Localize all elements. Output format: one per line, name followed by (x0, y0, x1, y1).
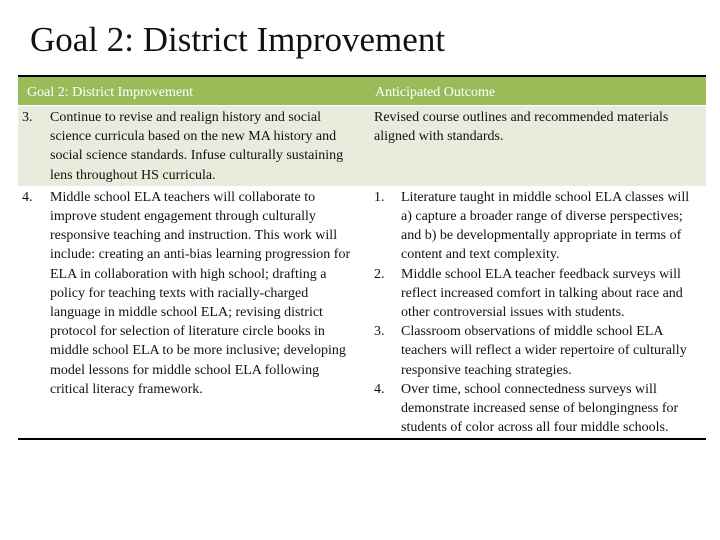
table-row (18, 186, 706, 440)
column-header-goal: Goal 2: District Improvement (18, 76, 365, 106)
outcome-cell (365, 106, 706, 186)
goal-number: 4. (22, 189, 33, 205)
outcome-number: 1. (374, 189, 385, 205)
goal-item (22, 108, 361, 185)
outcome-text: Over time, school connectedness surveys will demonstrate increased sense of belongingness for students of color across all four middle schools. (401, 381, 679, 436)
goal-cell (18, 106, 365, 186)
outcome-text: Middle school ELA teacher feedback surveys will reflect increased comfort in talking about race and other controversial issues with students. (401, 266, 683, 321)
outcome-number: 2. (374, 266, 385, 282)
outcome-item (374, 265, 702, 323)
table-header-row (18, 76, 706, 106)
column-header-outcome: Anticipated Outcome (365, 76, 706, 106)
goal-table (18, 75, 706, 440)
goal-item (22, 188, 361, 399)
outcome-list (374, 188, 702, 438)
outcome-item (374, 380, 702, 438)
goal-cell (18, 186, 365, 440)
goal-text: Middle school ELA teachers will collaborate to improve student engagement through culturally responsive teaching and instruction. This work will include: creating an anti-bias learning progression for ELA in collaboration with high school; drafting a policy for teaching texts with racially-charged language in middle school ELA; revising district protocol for selection of literature circle books in middle school ELA to be more inclusive; developing model lessons for middle school ELA following critical literacy framework. (50, 189, 351, 397)
outcome-item (374, 322, 702, 380)
outcome-number: 4. (374, 381, 385, 397)
outcome-text: Literature taught in middle school ELA classes will a) capture a broader range of diverse perspectives; and b) be developmentally appropriate in terms of content and text complexity. (401, 189, 690, 263)
page-title: Goal 2: District Improvement (30, 20, 446, 59)
goal-text: Continue to revise and realign history and social science curricula based on the new MA history and social science standards. Infuse culturally sustaining lens throughout HS curricula. (50, 110, 344, 183)
outcome-item (374, 188, 702, 265)
outcome-number: 3. (374, 324, 385, 340)
goal-number: 3. (22, 110, 33, 125)
outcome-cell (365, 186, 706, 440)
outcome-text: Revised course outlines and recommended materials aligned with standards. (374, 110, 669, 145)
outcome-text: Classroom observations of middle school ELA teachers will reflect a wider repertoire of culturally responsive teaching strategies. (401, 324, 687, 378)
table-row (18, 106, 706, 186)
